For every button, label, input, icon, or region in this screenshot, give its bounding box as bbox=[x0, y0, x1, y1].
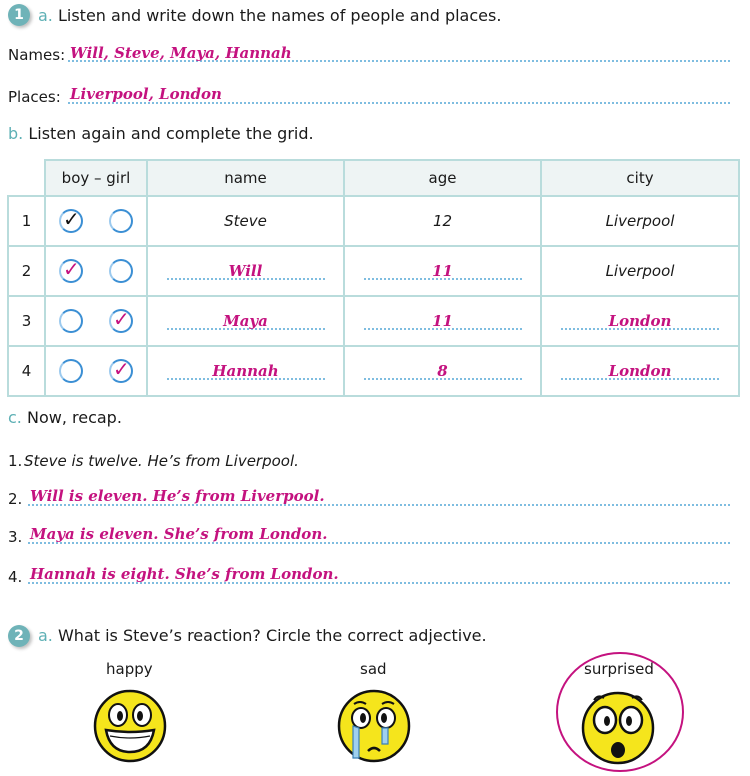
name-cell bbox=[147, 246, 344, 296]
city-cell bbox=[541, 346, 739, 396]
age-cell bbox=[344, 196, 541, 246]
age-answer: 11 bbox=[432, 312, 453, 330]
row-number: 3 bbox=[8, 296, 45, 346]
grid-row bbox=[8, 196, 739, 246]
boy-radio[interactable] bbox=[59, 359, 83, 383]
name-answer-line[interactable] bbox=[167, 254, 325, 284]
grid-row bbox=[8, 296, 739, 346]
row-number: 2 bbox=[8, 246, 45, 296]
girl-radio[interactable] bbox=[109, 209, 133, 233]
recap-answer: Hannah is eight. She’s from London. bbox=[30, 565, 339, 583]
name-cell bbox=[147, 296, 344, 346]
exercise-1a-instruction bbox=[38, 6, 501, 25]
gender-cell bbox=[45, 246, 147, 296]
name-value: Steve bbox=[224, 212, 267, 230]
part-a-letter: a. bbox=[38, 6, 53, 25]
part-b-letter: b. bbox=[8, 124, 24, 143]
gender-cell bbox=[45, 196, 147, 246]
part-a-letter: a. bbox=[38, 626, 53, 645]
instruction-text: What is Steve’s reaction? Circle the correct adjective. bbox=[57, 626, 487, 645]
grid-header-city: city bbox=[541, 160, 739, 196]
name-answer: Hannah bbox=[212, 362, 279, 380]
recap-number: 2. bbox=[8, 490, 23, 508]
exercise-2-badge: 2 bbox=[8, 625, 30, 647]
city-cell bbox=[541, 246, 739, 296]
names-answer: Will, Steve, Maya, Hannah bbox=[70, 44, 292, 62]
girl-radio[interactable] bbox=[109, 259, 133, 283]
name-answer: Will bbox=[228, 262, 263, 280]
exercise-1-badge: 1 bbox=[8, 4, 30, 26]
option-label-surprised: surprised bbox=[584, 660, 654, 678]
exercise-2a-instruction bbox=[38, 626, 487, 645]
check-icon: ✓ bbox=[113, 357, 130, 381]
city-answer: London bbox=[608, 312, 672, 330]
boy-radio[interactable] bbox=[59, 259, 83, 283]
answer-grid bbox=[7, 159, 740, 397]
age-answer: 8 bbox=[437, 362, 448, 380]
check-icon: ✓ bbox=[63, 207, 80, 231]
instruction-text: Now, recap. bbox=[26, 408, 122, 427]
age-cell bbox=[344, 246, 541, 296]
age-answer-line[interactable] bbox=[364, 254, 522, 284]
names-label: Names: bbox=[8, 46, 66, 64]
check-icon: ✓ bbox=[63, 257, 80, 281]
grid-row bbox=[8, 346, 739, 396]
recap-item bbox=[8, 526, 730, 550]
exercise-1c-instruction bbox=[8, 408, 122, 427]
recap-item bbox=[8, 488, 730, 512]
places-label: Places: bbox=[8, 88, 61, 106]
name-answer-line[interactable] bbox=[167, 354, 325, 384]
name-answer: Maya bbox=[223, 312, 268, 330]
crying-face-icon[interactable] bbox=[336, 688, 412, 764]
age-value: 12 bbox=[432, 212, 453, 230]
age-cell bbox=[344, 296, 541, 346]
grid-header-blank bbox=[8, 160, 45, 196]
recap-answer: Maya is eleven. She’s from London. bbox=[30, 525, 328, 543]
city-cell bbox=[541, 296, 739, 346]
recap-example: Steve is twelve. He’s from Liverpool. bbox=[24, 452, 299, 470]
girl-radio[interactable] bbox=[109, 309, 133, 333]
city-value: Liverpool bbox=[605, 262, 675, 280]
surprised-face-icon[interactable] bbox=[580, 690, 656, 766]
option-label-sad: sad bbox=[360, 660, 387, 678]
recap-number: 4. bbox=[8, 568, 23, 586]
check-icon: ✓ bbox=[113, 307, 130, 331]
name-cell bbox=[147, 346, 344, 396]
recap-answer: Will is eleven. He’s from Liverpool. bbox=[30, 487, 325, 505]
recap-number: 1. bbox=[8, 452, 23, 470]
row-number: 1 bbox=[8, 196, 45, 246]
city-answer-line[interactable] bbox=[561, 354, 719, 384]
recap-number: 3. bbox=[8, 528, 23, 546]
instruction-text: Listen again and complete the grid. bbox=[28, 124, 314, 143]
part-c-letter: c. bbox=[8, 408, 22, 427]
name-answer-line[interactable] bbox=[167, 304, 325, 334]
exercise-1b-instruction bbox=[8, 124, 314, 143]
age-answer-line[interactable] bbox=[364, 304, 522, 334]
grid-header-age: age bbox=[344, 160, 541, 196]
gender-cell bbox=[45, 296, 147, 346]
boy-radio[interactable] bbox=[59, 209, 83, 233]
city-answer: London bbox=[608, 362, 672, 380]
age-answer: 11 bbox=[432, 262, 453, 280]
girl-radio[interactable] bbox=[109, 359, 133, 383]
places-answer: Liverpool, London bbox=[70, 85, 222, 103]
grid-row bbox=[8, 246, 739, 296]
grid-header-name: name bbox=[147, 160, 344, 196]
gender-cell bbox=[45, 346, 147, 396]
city-value: Liverpool bbox=[605, 212, 675, 230]
boy-radio[interactable] bbox=[59, 309, 83, 333]
row-number: 4 bbox=[8, 346, 45, 396]
city-answer-line[interactable] bbox=[561, 304, 719, 334]
happy-face-icon[interactable] bbox=[92, 688, 168, 764]
grid-header-gender: boy – girl bbox=[45, 160, 147, 196]
age-cell bbox=[344, 346, 541, 396]
name-cell bbox=[147, 196, 344, 246]
city-cell bbox=[541, 196, 739, 246]
recap-item bbox=[8, 450, 730, 474]
option-label-happy: happy bbox=[106, 660, 153, 678]
age-answer-line[interactable] bbox=[364, 354, 522, 384]
grid-header-row bbox=[8, 160, 739, 196]
recap-item bbox=[8, 566, 730, 590]
instruction-text: Listen and write down the names of people and places. bbox=[57, 6, 502, 25]
